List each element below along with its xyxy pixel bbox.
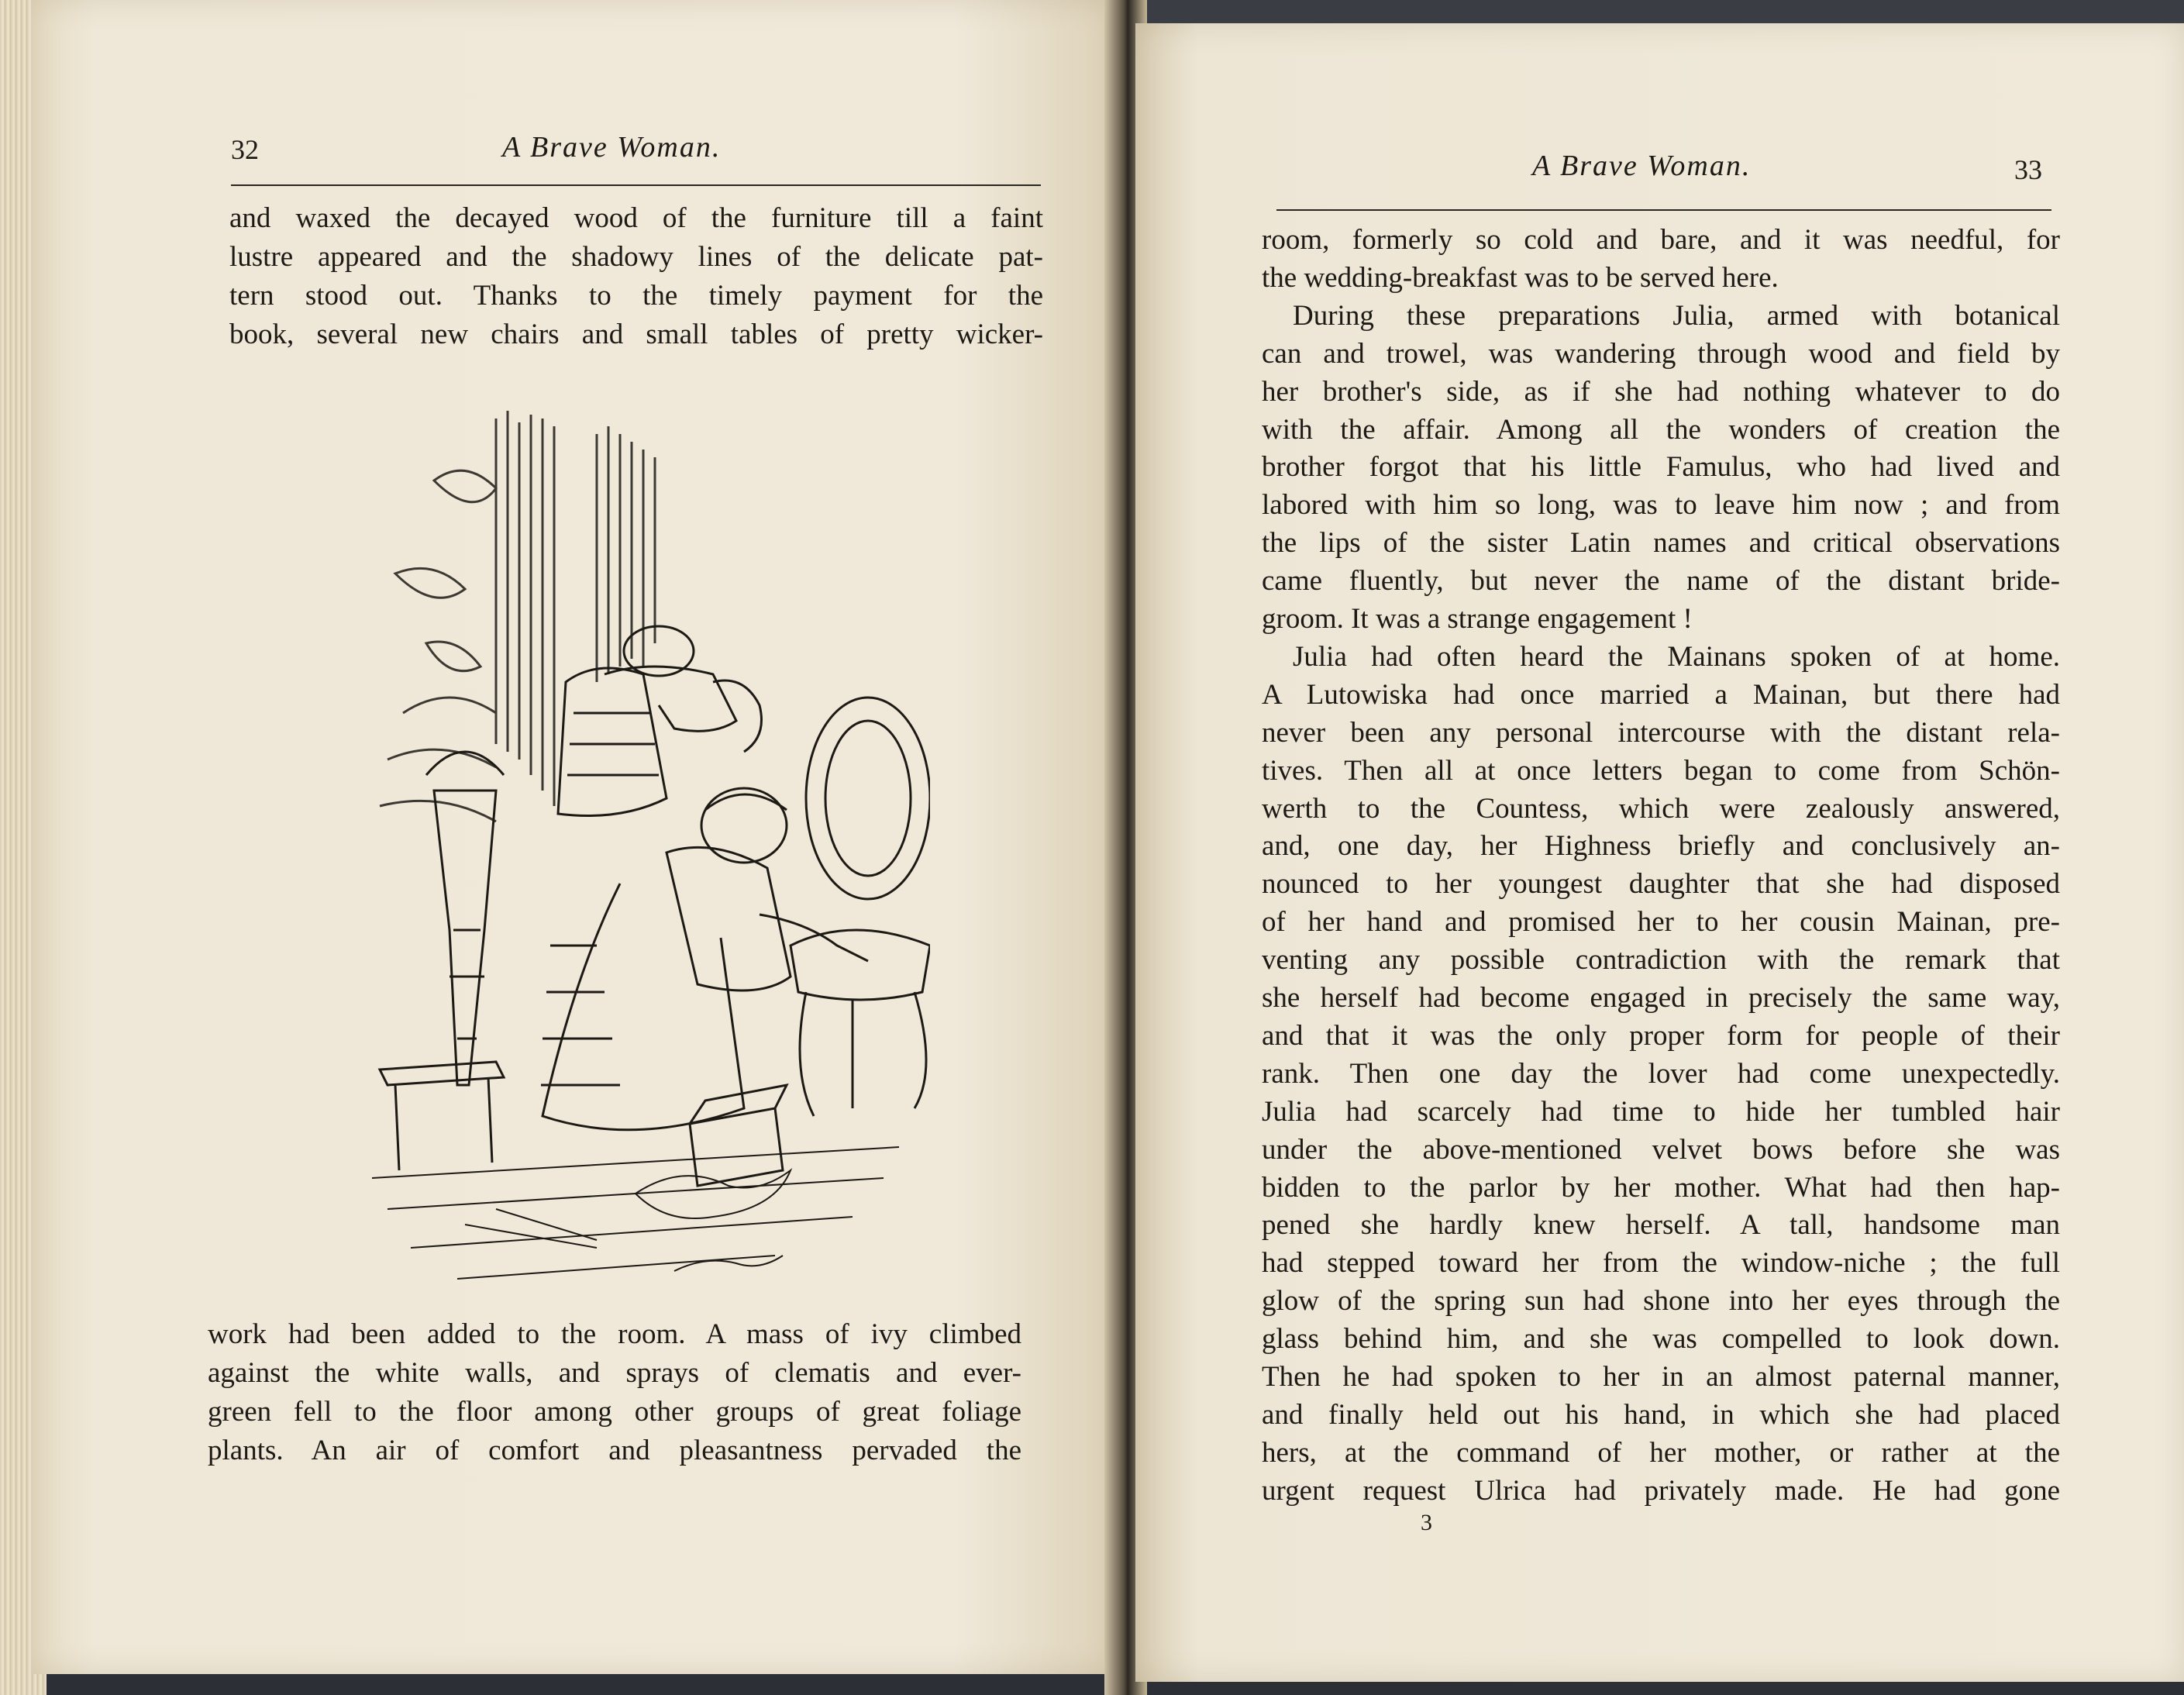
text-line: Julia had often heard the Mainans spoken of at home. — [1293, 640, 2060, 673]
text-line: glow of the spring sun had shone into her eyes through the — [1262, 1285, 2060, 1318]
text-line: werth to the Countess, which were zealously answered, — [1262, 792, 2060, 825]
text-line: Julia had scarcely had time to hide her tumbled hair — [1262, 1095, 2060, 1128]
left-page — [31, 0, 1116, 1674]
right-header-rule — [1276, 209, 2051, 211]
text-line: plants. An air of comfort and pleasantness pervaded the — [208, 1435, 1021, 1466]
left-page-number: 32 — [231, 134, 259, 165]
text-line: had stepped toward her from the window-niche ; the full — [1262, 1247, 2060, 1280]
text-line: nounced to her youngest daughter that she had disposed — [1262, 868, 2060, 901]
text-line: urgent request Ulrica had privately made. He had gone — [1262, 1474, 2060, 1507]
text-line: her brother's side, as if she had nothing whatever to do — [1262, 375, 2060, 408]
text-line: pened she hardly knew herself. A tall, handsome man — [1262, 1209, 2060, 1242]
right-page — [1135, 23, 2184, 1682]
text-line: and waxed the decayed wood of the furniture till a faint — [229, 202, 1043, 234]
text-line: the wedding-breakfast was to be served here. — [1262, 261, 1779, 294]
text-line: During these preparations Julia, armed with botanical — [1293, 299, 2060, 332]
text-line: with the affair. Among all the wonders of creation the — [1262, 413, 2060, 446]
text-line: glass behind him, and she was compelled to look down. — [1262, 1323, 2060, 1356]
kneeling-woman — [541, 788, 868, 1130]
text-line: venting any possible contradiction with the remark that — [1262, 944, 2060, 977]
text-line: under the above-mentioned velvet bows before she was — [1262, 1133, 2060, 1166]
right-running-head: A Brave Woman. — [1532, 150, 1752, 182]
engraving-illustration — [341, 388, 930, 1302]
chair — [791, 698, 930, 1116]
text-line: can and trowel, was wandering through wood and field by — [1262, 337, 2060, 370]
text-line: of her hand and promised her to her cousin Mainan, pre- — [1262, 906, 2060, 939]
text-line: Then he had spoken to her in an almost paternal manner, — [1262, 1361, 2060, 1393]
text-line: against the white walls, and sprays of clematis and ever- — [208, 1357, 1021, 1389]
standing-woman — [558, 626, 762, 816]
signature-mark: 3 — [1421, 1510, 1432, 1535]
text-line: and, one day, her Highness briefly and conclusively an- — [1262, 830, 2060, 863]
text-line: hers, at the command of her mother, or rather at the — [1262, 1436, 2060, 1469]
text-line: never been any personal intercourse with the distant rela- — [1262, 716, 2060, 749]
text-line: room, formerly so cold and bare, and it was needful, for — [1262, 224, 2060, 256]
text-line: she herself had become engaged in precisely the same way, — [1262, 982, 2060, 1014]
text-line: tives. Then all at once letters began to come from Schön- — [1262, 754, 2060, 787]
text-line: lustre appeared and the shadowy lines of the delicate pat- — [229, 241, 1043, 273]
text-line: tern stood out. Thanks to the timely payment for the — [229, 280, 1043, 312]
text-line: the lips of the sister Latin names and critical observations — [1262, 527, 2060, 560]
text-line: book, several new chairs and small tables of pretty wicker- — [229, 319, 1043, 350]
text-line: brother forgot that his little Famulus, who had lived and — [1262, 451, 2060, 484]
text-line: green fell to the floor among other groups of great foliage — [208, 1396, 1021, 1428]
text-line: and finally held out his hand, in which she had placed — [1262, 1398, 2060, 1431]
text-line: work had been added to the room. A mass of ivy climbed — [208, 1318, 1021, 1350]
text-line: groom. It was a strange engagement ! — [1262, 603, 1693, 635]
text-line: A Lutowiska had once married a Mainan, but there had — [1262, 678, 2060, 711]
left-running-head: A Brave Woman. — [502, 131, 722, 164]
text-line: rank. Then one day the lover had come unexpectedly. — [1262, 1057, 2060, 1090]
text-line: came fluently, but never the name of the distant bride- — [1262, 565, 2060, 598]
box — [690, 1085, 787, 1186]
stool — [380, 1062, 504, 1170]
text-line: labored with him so long, was to leave him now ; and from — [1262, 489, 2060, 522]
left-header-rule — [231, 184, 1041, 186]
text-line: and that it was the only proper form for people of their — [1262, 1019, 2060, 1052]
text-line: bidden to the parlor by her mother. What had then hap- — [1262, 1171, 2060, 1204]
floor — [372, 1147, 899, 1279]
right-page-number: 33 — [2014, 154, 2042, 185]
foliage — [380, 411, 655, 822]
